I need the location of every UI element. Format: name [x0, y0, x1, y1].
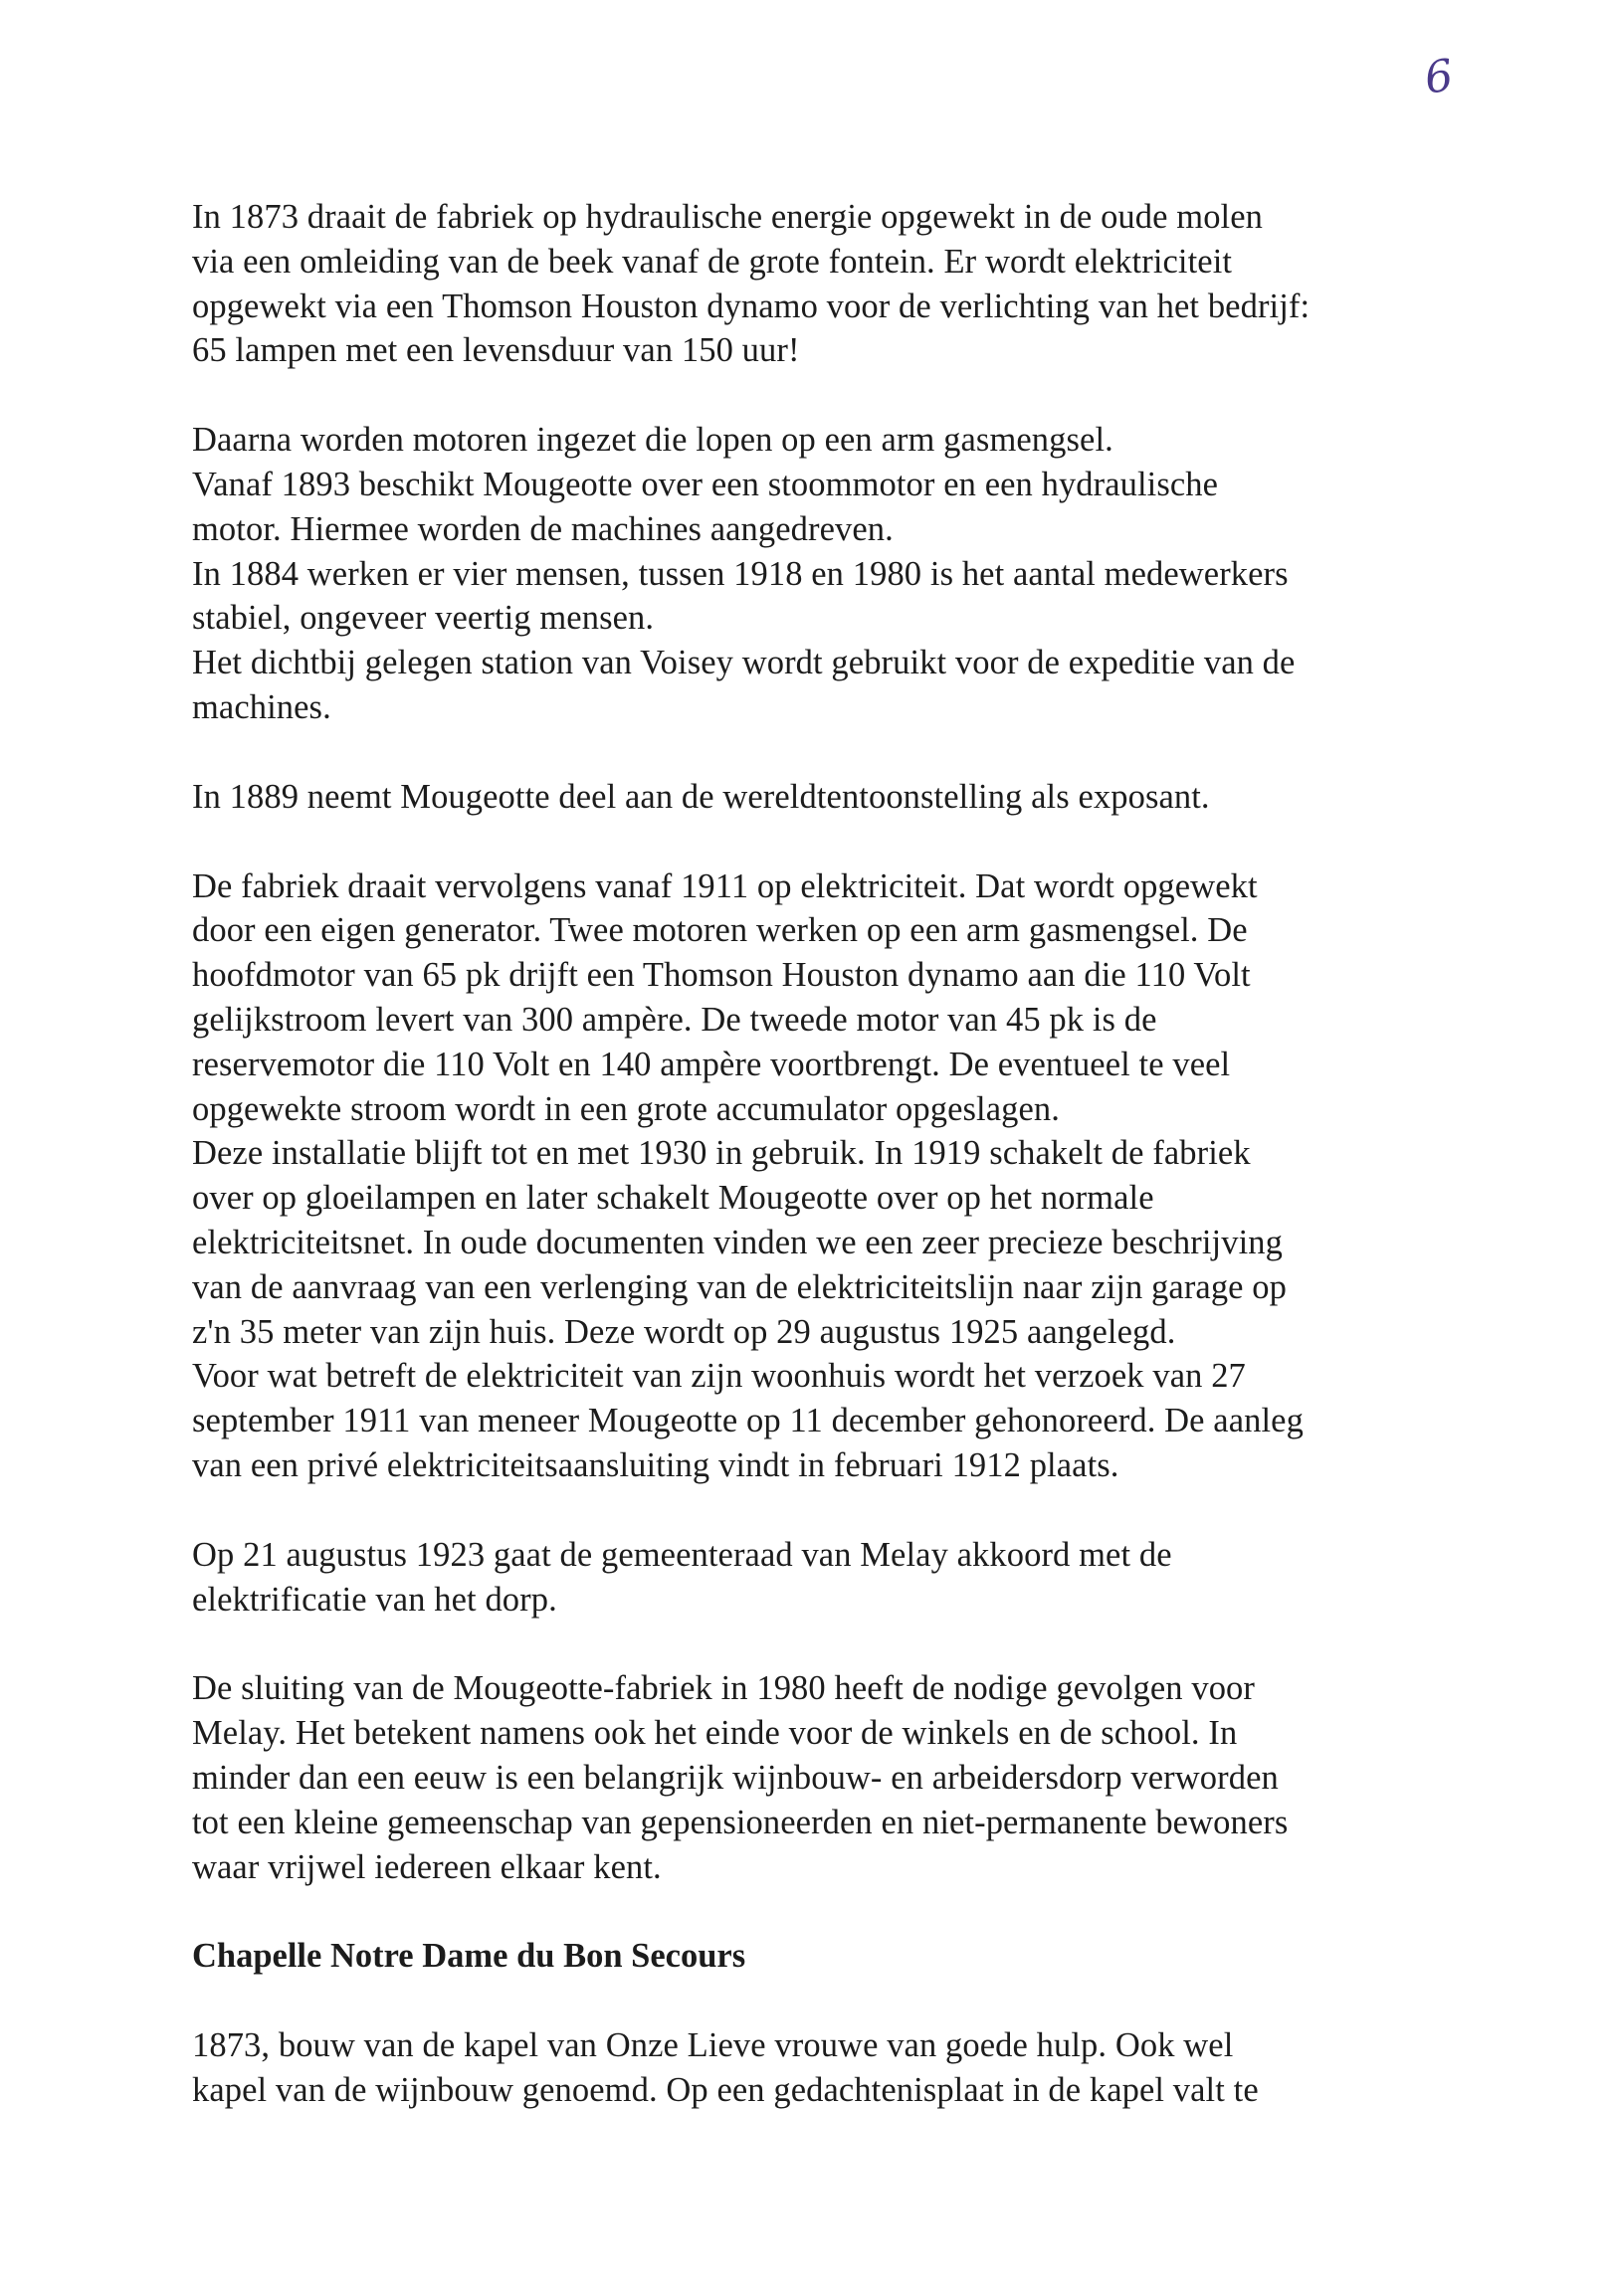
- text-line: z'n 35 meter van zijn huis. Deze wordt op 29 augustus 1925 aangelegd.: [192, 1312, 1176, 1351]
- text-line: In 1884 werken er vier mensen, tussen 1918 en 1980 is het aantal medewerkers: [192, 554, 1289, 593]
- paragraph-closure: [192, 1666, 1466, 1889]
- text-line: via een omleiding van de beek vanaf de grote fontein. Er wordt elektriciteit: [192, 242, 1233, 281]
- text-line: door een eigen generator. Twee motoren werken op een arm gasmengsel. De: [192, 911, 1248, 950]
- text-line: opgewekte stroom wordt in een grote accumulator opgeslagen.: [192, 1089, 1060, 1128]
- text-line: Op 21 augustus 1923 gaat de gemeenteraad van Melay akkoord met de: [192, 1535, 1172, 1574]
- text-line: van een privé elektriciteitsaansluiting vindt in februari 1912 plaats.: [192, 1445, 1119, 1484]
- text-line: machines.: [192, 687, 331, 726]
- text-line: hoofdmotor van 65 pk drijft een Thomson Houston dynamo aan die 110 Volt: [192, 956, 1251, 995]
- text-line: motor. Hiermee worden de machines aangedreven.: [192, 509, 894, 548]
- text-line: 1873, bouw van de kapel van Onze Lieve vrouwe van goede hulp. Ook wel: [192, 2026, 1234, 2065]
- text-line: De sluiting van de Mougeotte-fabriek in 1980 heeft de nodige gevolgen voor: [192, 1669, 1255, 1708]
- text-line: september 1911 van meneer Mougeotte op 11 december gehonoreerd. De aanleg: [192, 1402, 1304, 1440]
- text-line: gelijkstroom levert van 300 ampère. De tweede motor van 45 pk is de: [192, 1000, 1157, 1039]
- text-line: Het dichtbij gelegen station van Voisey wordt gebruikt voor de expeditie van de: [192, 644, 1296, 682]
- text-line: Daarna worden motoren ingezet die lopen op een arm gasmengsel.: [192, 421, 1113, 460]
- text-line: van de aanvraag van een verlenging van de elektriciteitslijn naar zijn garage op: [192, 1267, 1288, 1306]
- text-line: tot een kleine gemeenschap van gepensioneerden en niet-permanente bewoners: [192, 1803, 1289, 1841]
- text-line: elektriciteitsnet. In oude documenten vinden we een zeer precieze beschrijving: [192, 1223, 1283, 1261]
- paragraph-factory-hydraulic: [192, 195, 1466, 373]
- page-number-mark: 6: [1421, 50, 1457, 104]
- text-line: Voor wat betreft de elektriciteit van zijn woonhuis wordt het verzoek van 27: [192, 1357, 1246, 1396]
- text-line: In 1889 neemt Mougeotte deel aan de wereldtentoonstelling als exposant.: [192, 777, 1210, 816]
- section-heading: Chapelle Notre Dame du Bon Secours: [192, 1937, 746, 1976]
- text-line: waar vrijwel iedereen elkaar kent.: [192, 1847, 662, 1886]
- text-line: Vanaf 1893 beschikt Mougeotte over een stoommotor en een hydraulische: [192, 465, 1219, 503]
- paragraph-world-exhibition: [192, 775, 1466, 820]
- text-line: elektrificatie van het dorp.: [192, 1580, 557, 1619]
- text-line: Deze installatie blijft tot en met 1930 in gebruik. In 1919 schakelt de fabriek: [192, 1134, 1251, 1173]
- text-line: 65 lampen met een levensduur van 150 uur!: [192, 331, 800, 370]
- paragraph-chapel: [192, 2023, 1466, 2113]
- paragraph-electrification: [192, 1533, 1466, 1623]
- text-line: Melay. Het betekent namens ook het einde voor de winkels en de school. In: [192, 1714, 1238, 1753]
- text-line: minder dan een eeuw is een belangrijk wijnbouw- en arbeidersdorp verworden: [192, 1758, 1279, 1797]
- text-line: opgewekt via een Thomson Houston dynamo voor de verlichting van het bedrijf:: [192, 287, 1311, 325]
- text-line: De fabriek draait vervolgens vanaf 1911 op elektriciteit. Dat wordt opgewekt: [192, 866, 1258, 905]
- text-line: reservemotor die 110 Volt en 140 ampère voortbrengt. De eventueel te veel: [192, 1045, 1231, 1083]
- text-line: kapel van de wijnbouw genoemd. Op een gedachtenisplaat in de kapel valt te: [192, 2070, 1259, 2109]
- text-line: In 1873 draait de fabriek op hydraulische energie opgewekt in de oude molen: [192, 198, 1264, 236]
- paragraph-motors: [192, 418, 1466, 730]
- paragraph-electricity: [192, 864, 1466, 1488]
- document-body: [192, 195, 1466, 2113]
- text-line: over op gloeilampen en later schakelt Mougeotte over op het normale: [192, 1179, 1154, 1218]
- text-line: stabiel, ongeveer veertig mensen.: [192, 599, 655, 638]
